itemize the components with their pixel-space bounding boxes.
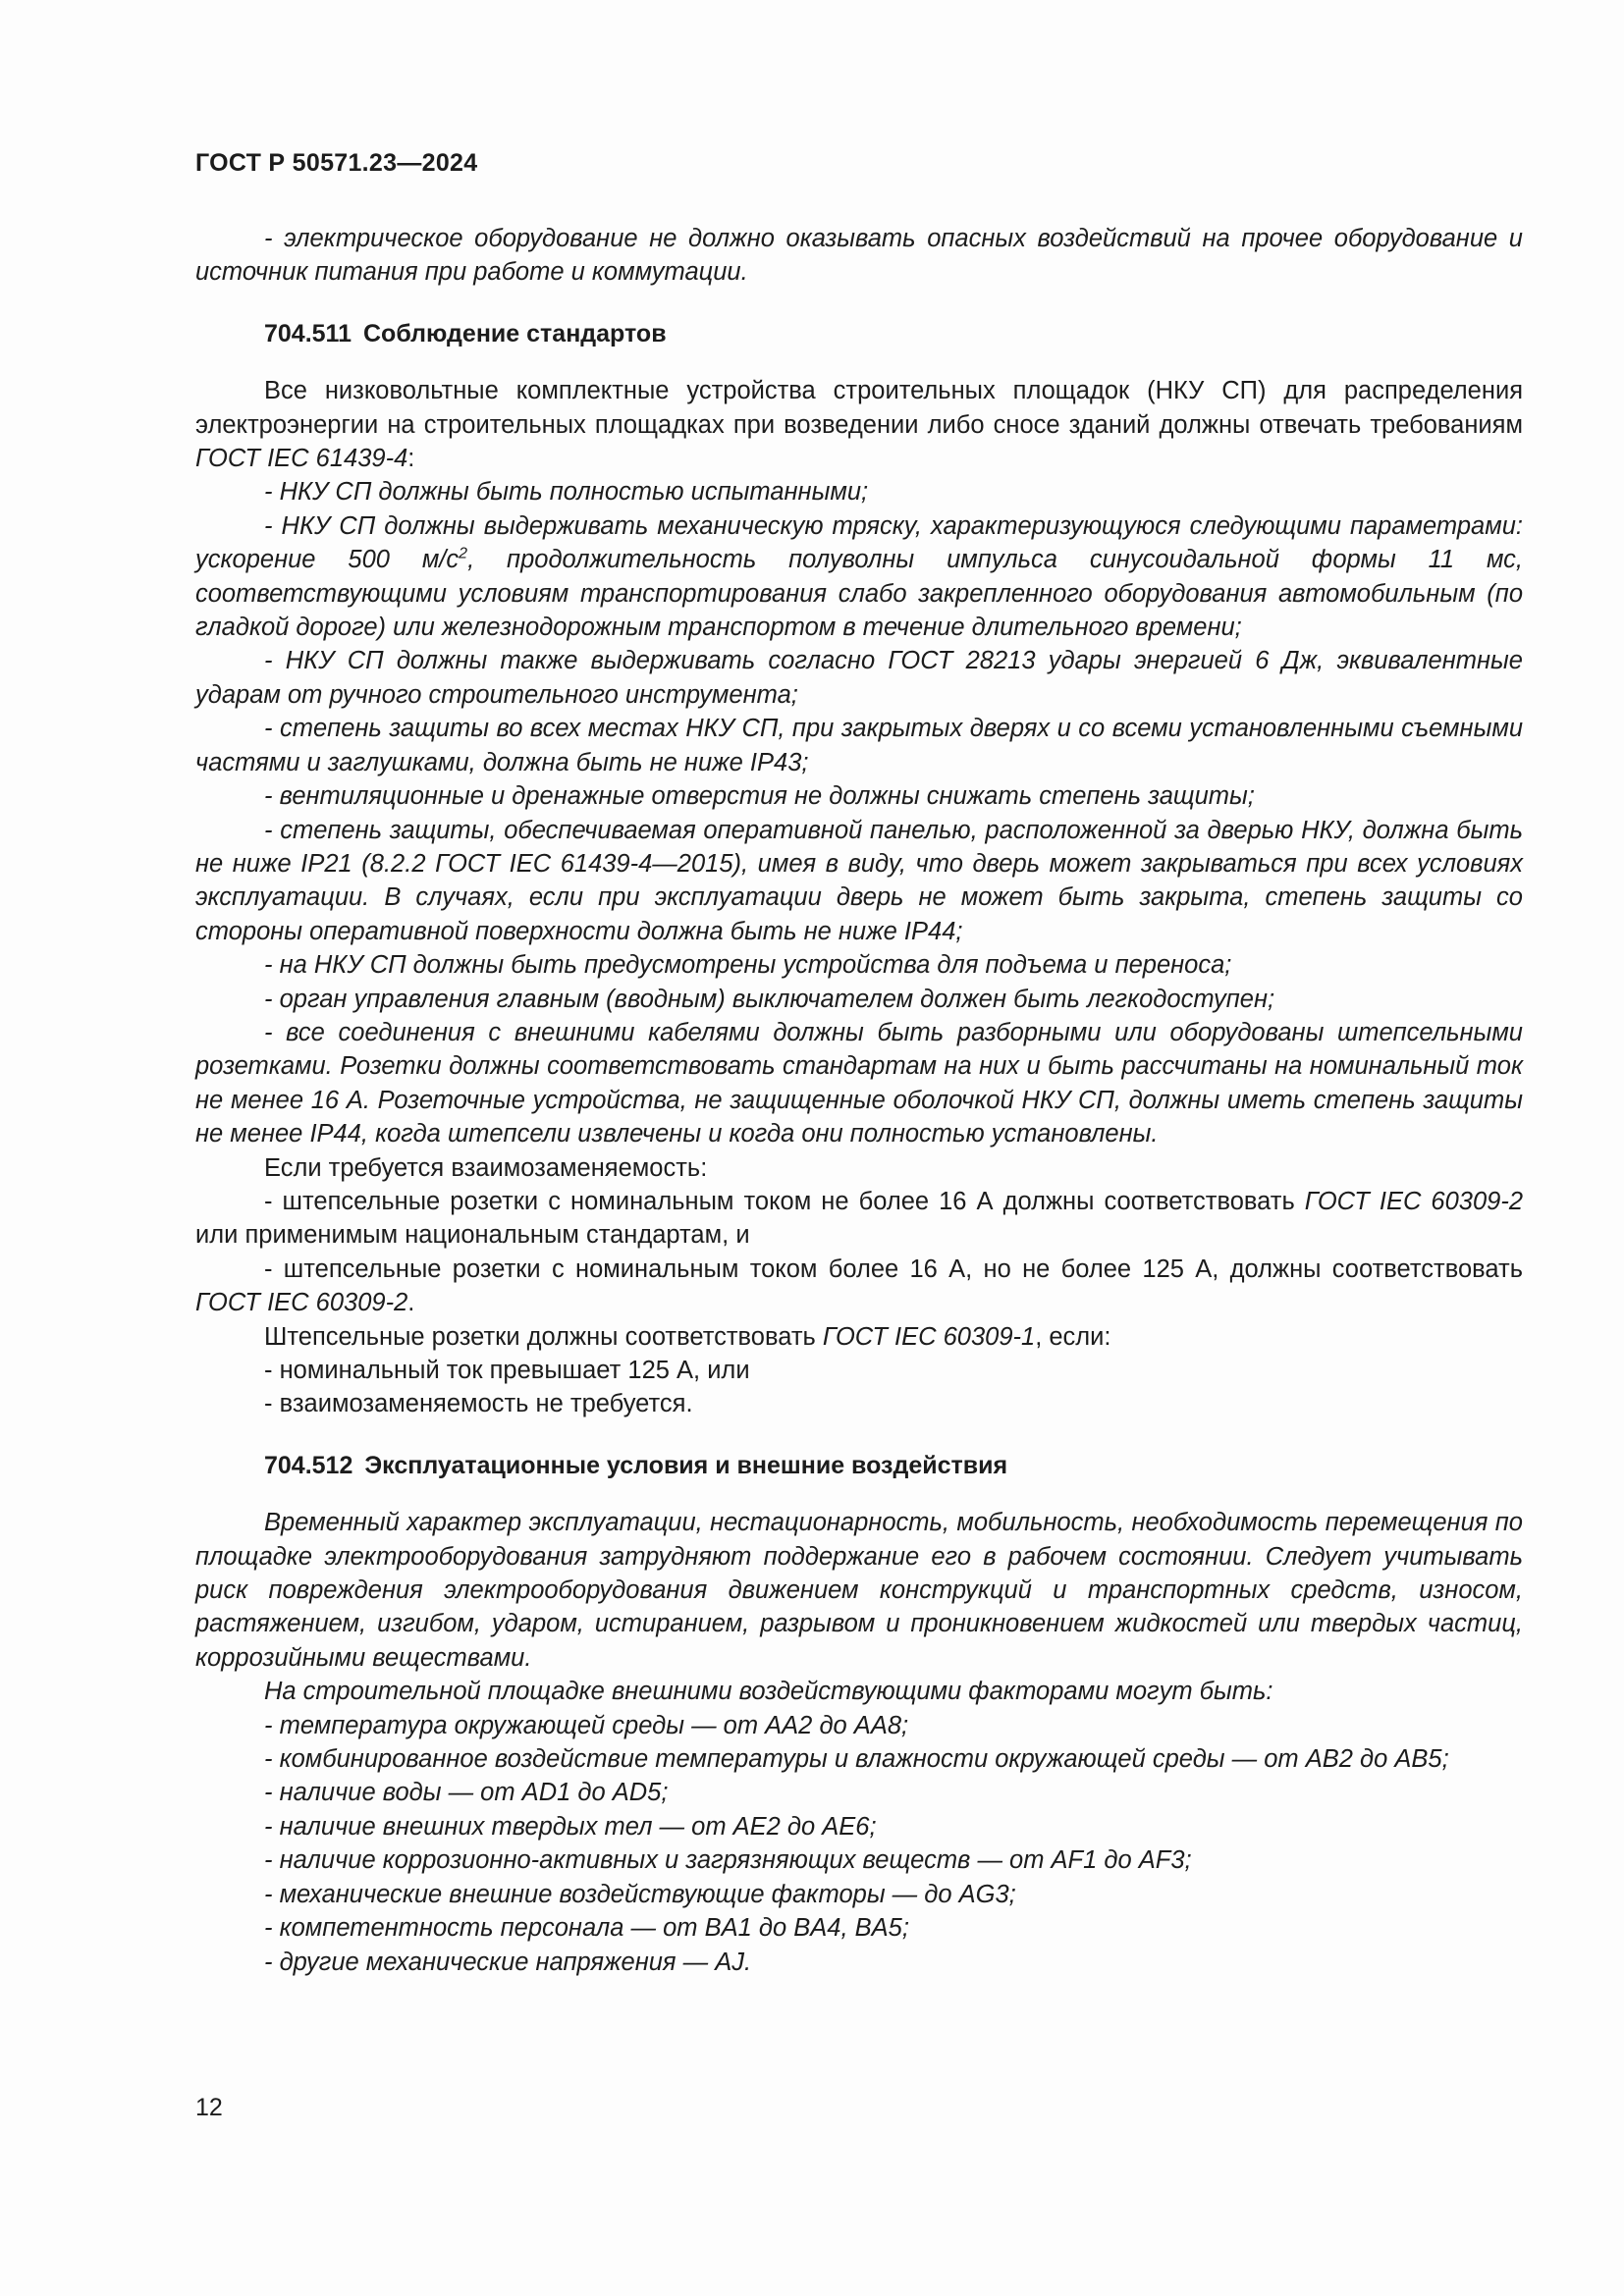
section-title: Соблюдение стандартов [363,319,667,347]
section-number: 704.512 [264,1451,353,1479]
paragraph: Временный характер эксплуатации, нестационарность, мобильность, необходимость перемещения по площадке электрооборудования затрудняют поддержание его в рабочем состоянии. Следует учитывать риск повреждения электрооборудования движением конструкций и транспортных средств, износом, растяжением, изгибом, ударом, истиранием, разрывом и проникновением жидкостей или твердых частиц, коррозийными веществами. [195,1509,1523,1672]
paragraph: - электрическое оборудование не должно оказывать опасных воздействий на прочее оборудование и источник питания при работе и коммутации. [195,225,1523,287]
standard-reference: ГОСТ IEC 60309-2 [195,1289,408,1317]
text: - штепсельные розетки с номинальным током более 16 А, но не более 125 А, должны соответствовать [264,1255,1523,1283]
text: Все низковольтные комплектные устройства строительных площадок (НКУ СП) для распределения электроэнергии на строительных площадках при возведении либо сносе зданий должны отвечать требованиям [195,377,1523,439]
text: : [407,445,415,473]
text: Штепсельные розетки должны соответствовать [264,1322,823,1351]
section-heading-704-511 [195,317,1523,350]
section-title: Эксплуатационные условия и внешние воздействия [364,1451,1008,1479]
text: . [407,1289,415,1317]
section-number: 704.511 [264,319,352,347]
list-item: - степень защиты, обеспечиваемая оперативной панелью, расположенной за дверью НКУ, должна быть не ниже IP21 (8.2.2 ГОСТ IEC 61439-4—2015), имея в виду, что дверь может закрываться при всех условиях эксплуатации. В случаях, если при эксплуатации дверь не может быть закрыта, степень защиты со стороны оперативной поверхности должна быть не ниже IP44; [195,816,1523,945]
page-number: 12 [195,2094,223,2121]
list-item [195,509,1523,645]
list-item: - все соединения с внешними кабелями должны быть разборными или оборудованы штепсельными розетками. Розетки должны соответствовать стандартам на них и быть рассчитаны на номинальный ток не менее 16 А. Розеточные устройства, не защищенные оболочкой НКУ СП, должны иметь степень защиты не менее IP44, когда штепсели извлечены и когда они полностью установлены. [195,1018,1523,1148]
text: - штепсельные розетки с номинальным током не более 16 А должны соответствовать [264,1187,1305,1215]
standard-reference: ГОСТ IEC 60309-2 [1304,1187,1523,1215]
list-item [195,1185,1523,1253]
list-item: - другие механические напряжения — AJ. [264,1948,752,1976]
standard-reference: ГОСТ IEC 61439-4 [195,445,408,473]
paragraph [195,1320,1523,1354]
list-item: - степень защиты во всех местах НКУ СП, при закрытых дверях и со всеми установленными съемными частями и заглушками, должна быть не ниже IP43; [195,715,1523,776]
list-item: - орган управления главным (вводным) выключателем должен быть легкодоступен; [264,985,1275,1013]
paragraph: Если требуется взаимозаменяемость: [264,1153,708,1182]
list-item: - на НКУ СП должны быть предусмотрены устройства для подъема и переноса; [264,951,1232,980]
list-item: - температура окружающей среды — от AA2 до AA8; [264,1711,909,1739]
list-item: - взаимозаменяемость не требуется. [264,1390,693,1418]
list-item: - механические внешние воздействующие факторы — до AG3; [264,1880,1016,1908]
list-item: - НКУ СП должны также выдерживать согласно ГОСТ 28213 удары энергией 6 Дж, эквивалентные ударам от ручного строительного инструмента; [195,647,1523,709]
list-item: - компетентность персонала — от BA1 до BA4, BA5; [264,1914,909,1943]
text: , если: [1035,1322,1111,1351]
list-item: - комбинированное воздействие температуры и влажности окружающей среды — от AB2 до AB5; [264,1745,1449,1774]
standard-reference: ГОСТ IEC 60309-1 [822,1322,1036,1351]
paragraph [195,374,1523,475]
list-item: - наличие внешних твердых тел — от AE2 до AE6; [264,1812,877,1841]
list-item: - вентиляционные и дренажные отверстия не должны снижать степень защиты; [264,782,1255,811]
list-item [195,1253,1523,1320]
section-heading-704-512 [195,1449,1523,1482]
superscript: 2 [459,545,468,562]
text: или применимым национальным стандартам, и [195,1221,750,1250]
paragraph: На строительной площадке внешними воздействующими факторами могут быть: [264,1678,1273,1706]
text: - НКУ СП должны выдерживать механическую тряску, характеризующуюся следующими параметрами: ускорение 500 м/с [195,511,1523,574]
list-item: - наличие коррозионно-активных и загрязняющих веществ — от AF1 до AF3; [264,1846,1192,1875]
document-body [195,222,1523,1979]
document-header: ГОСТ Р 50571.23—2024 [195,149,478,177]
list-item: - НКУ СП должны быть полностью испытанными; [264,478,869,507]
list-item: - наличие воды — от AD1 до AD5; [264,1779,669,1807]
text: , продолжительность полуволны импульса синусоидальной формы 11 мс, соответствующими условиям транспортирования слабо закрепленного оборудования автомобильным (по гладкой дороге) или железнодорожным транспортом в течение длительного времени; [195,546,1524,642]
list-item: - номинальный ток превышает 125 А, или [264,1357,750,1384]
